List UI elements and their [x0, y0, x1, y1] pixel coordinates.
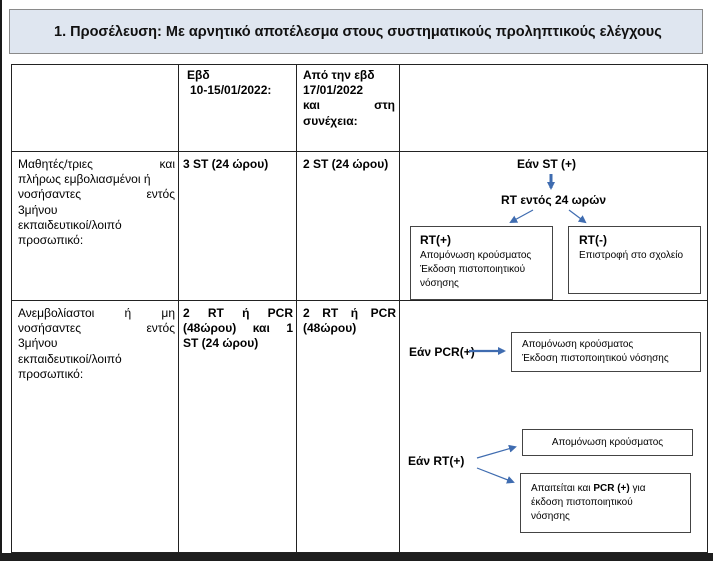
- row2-week1-tests: 2 RT ή PCR (48ώρου) και 1 ST (24 ώρου): [183, 306, 293, 351]
- arrow-to-rt-negative: [569, 210, 585, 222]
- section-title: 1. Προσέλευση: Με αρνητικό αποτέλεσμα στους συστηματικούς προληπτικούς ελέγχους: [54, 23, 662, 40]
- row2-rt-box-isolation: Απομόνωση κρούσματος: [522, 429, 693, 456]
- row2-if-rt: Εάν RT(+): [408, 454, 465, 468]
- row2-if-pcr: Εάν PCR(+): [409, 345, 475, 359]
- window-left-edge: [0, 0, 2, 561]
- row1-week1-tests: 3 ST (24 ώρου): [183, 157, 269, 171]
- flow-arrows: [11, 64, 708, 553]
- row1-rt-negative-box: RT(-) Επιστροφή στο σχολείο: [568, 226, 701, 294]
- arrow-rt-down: [477, 468, 513, 482]
- row1-rt-positive-box: RT(+) Απομόνωση κρούσματος Έκδοση πιστοποιητικού νόσησης: [410, 226, 553, 300]
- header-week2: Από την εβδ 17/01/2022 και στη συνέχεια:: [303, 68, 395, 128]
- row2-label: Ανεμβολίαστοι ή μη νοσήσαντες εντός 3μήνου εκπαιδευτικοί/λοιπό προσωπικό:: [18, 306, 175, 381]
- arrow-to-rt-positive: [511, 210, 533, 222]
- row1-label: Μαθητές/τριες και πλήρως εμβολιασμένοι ή νοσήσαντες εντός 3μήνου εκπαιδευτικοί/λοιπό προσωπικό:: [18, 157, 175, 248]
- row2-week2-tests: 2 RT ή PCR (48ώρου): [303, 306, 396, 336]
- row1-week2-tests: 2 ST (24 ώρου): [303, 157, 389, 171]
- protocol-table: [11, 64, 708, 553]
- section-title-box: [9, 9, 703, 54]
- arrow-rt-up: [477, 447, 515, 458]
- header-week1: Εβδ 10-15/01/2022:: [187, 68, 272, 98]
- row1-if-st: Εάν ST (+): [517, 157, 577, 171]
- row2-rt-box-pcr: Απαιτείται και PCR (+) για έκδοση πιστοποιητικού νόσησης: [520, 473, 691, 533]
- row2-pcr-box: Απομόνωση κρούσματος Έκδοση πιστοποιητικού νόσησης: [511, 332, 701, 372]
- row1-rt-within: RT εντός 24 ωρών: [501, 193, 607, 207]
- window-bottom-bar: [0, 553, 713, 561]
